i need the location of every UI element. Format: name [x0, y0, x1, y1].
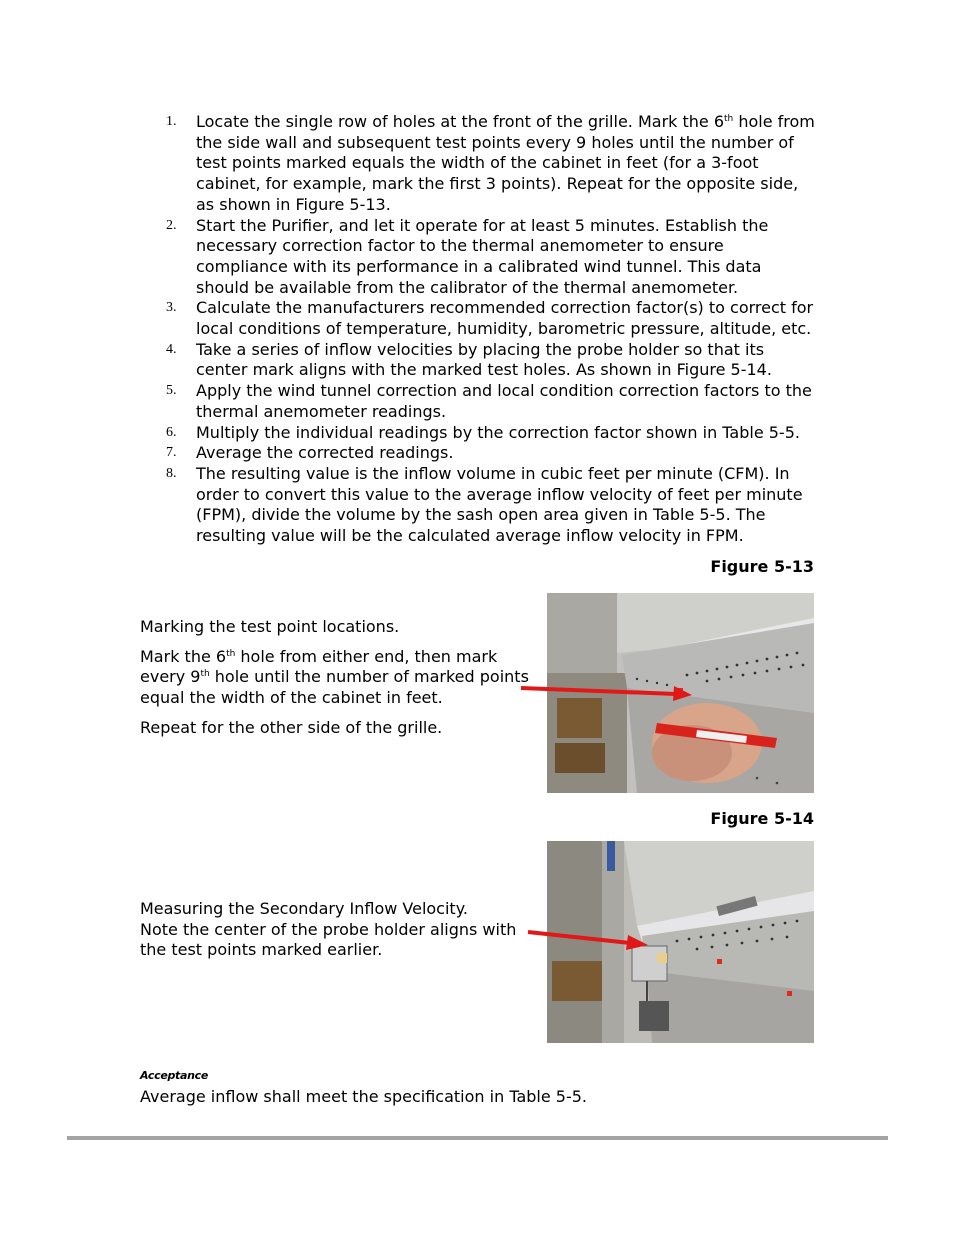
step-number: 6. [166, 424, 177, 440]
step-number: 8. [166, 465, 177, 481]
step-4 [166, 340, 816, 381]
step-number: 5. [166, 383, 177, 399]
caption-line: Marking the test point locations. [140, 617, 400, 636]
step-6 [166, 423, 816, 444]
figure-5-14-arrow [526, 927, 656, 951]
step-text: Locate the single row of holes at the front of the grille. Mark the 6th hole from the side wall and subsequent test points every 9 holes until the number of test points marked equals the width of the cabinet in feet (for a 3-foot cabinet, for example, mark the first 3 points). Repeat for the opposite side, as shown in Figure 5-13. [196, 112, 815, 214]
step-1 [166, 112, 816, 216]
step-7 [166, 443, 816, 464]
procedure-steps [166, 112, 816, 547]
step-text: The resulting value is the inflow volume in cubic feet per minute (CFM). In order to convert this value to the average inflow velocity of feet per minute (FPM), divide the volume by the sash open area given in Table 5-5. The resulting value will be the calculated average inflow velocity in FPM. [196, 463, 803, 546]
step-8 [166, 464, 816, 547]
step-text: Start the Purifier, and let it operate for at least 5 minutes. Establish the necessary correction factor to the thermal anemometer to ensure compliance with its performance in a calibrated wind tunnel. This data should be available from the calibrator of the thermal anemometer. [196, 215, 769, 297]
step-number: 2. [166, 217, 177, 233]
step-5 [166, 381, 816, 422]
figure-5-13-caption [140, 617, 532, 748]
step-text: Average the corrected readings. [196, 443, 454, 463]
step-number: 3. [166, 300, 177, 316]
caption-line: Repeat for the other side of the grille. [140, 717, 443, 737]
step-2 [166, 216, 816, 299]
step-text: Calculate the manufacturers recommended correction factor(s) to correct for local conditions of temperature, humidity, barometric pressure, altitude, etc. [196, 298, 814, 339]
acceptance-heading: Acceptance [140, 1069, 209, 1082]
figure-5-13-arrow [518, 678, 698, 704]
acceptance-text: Average inflow shall meet the specification in Table 5-5. [140, 1087, 587, 1106]
step-3 [166, 298, 816, 339]
caption-line: Mark the 6th hole from either end, then mark every 9th hole until the number of marked points equal the width of the cabinet in feet. [140, 646, 529, 708]
step-text: Multiply the individual readings by the correction factor shown in Table 5-5. [196, 422, 800, 442]
figure-5-14-label: Figure 5-14 [710, 809, 814, 828]
figure-5-13-label: Figure 5-13 [710, 557, 814, 576]
step-text: Apply the wind tunnel correction and local condition correction factors to the thermal anemometer readings. [196, 381, 812, 421]
caption-line: Measuring the Secondary Inflow Velocity. [140, 899, 468, 918]
caption-line: Note the center of the probe holder aligns with the test points marked earlier. [140, 919, 517, 960]
step-text: Take a series of inflow velocities by placing the probe holder so that its center mark aligns with the marked test holes. As shown in Figure 5-14. [196, 339, 772, 380]
step-number: 4. [166, 341, 177, 357]
step-number: 7. [166, 445, 177, 461]
footer-divider [67, 1136, 888, 1140]
step-number: 1. [166, 114, 177, 129]
figure-5-14-caption [140, 899, 532, 961]
